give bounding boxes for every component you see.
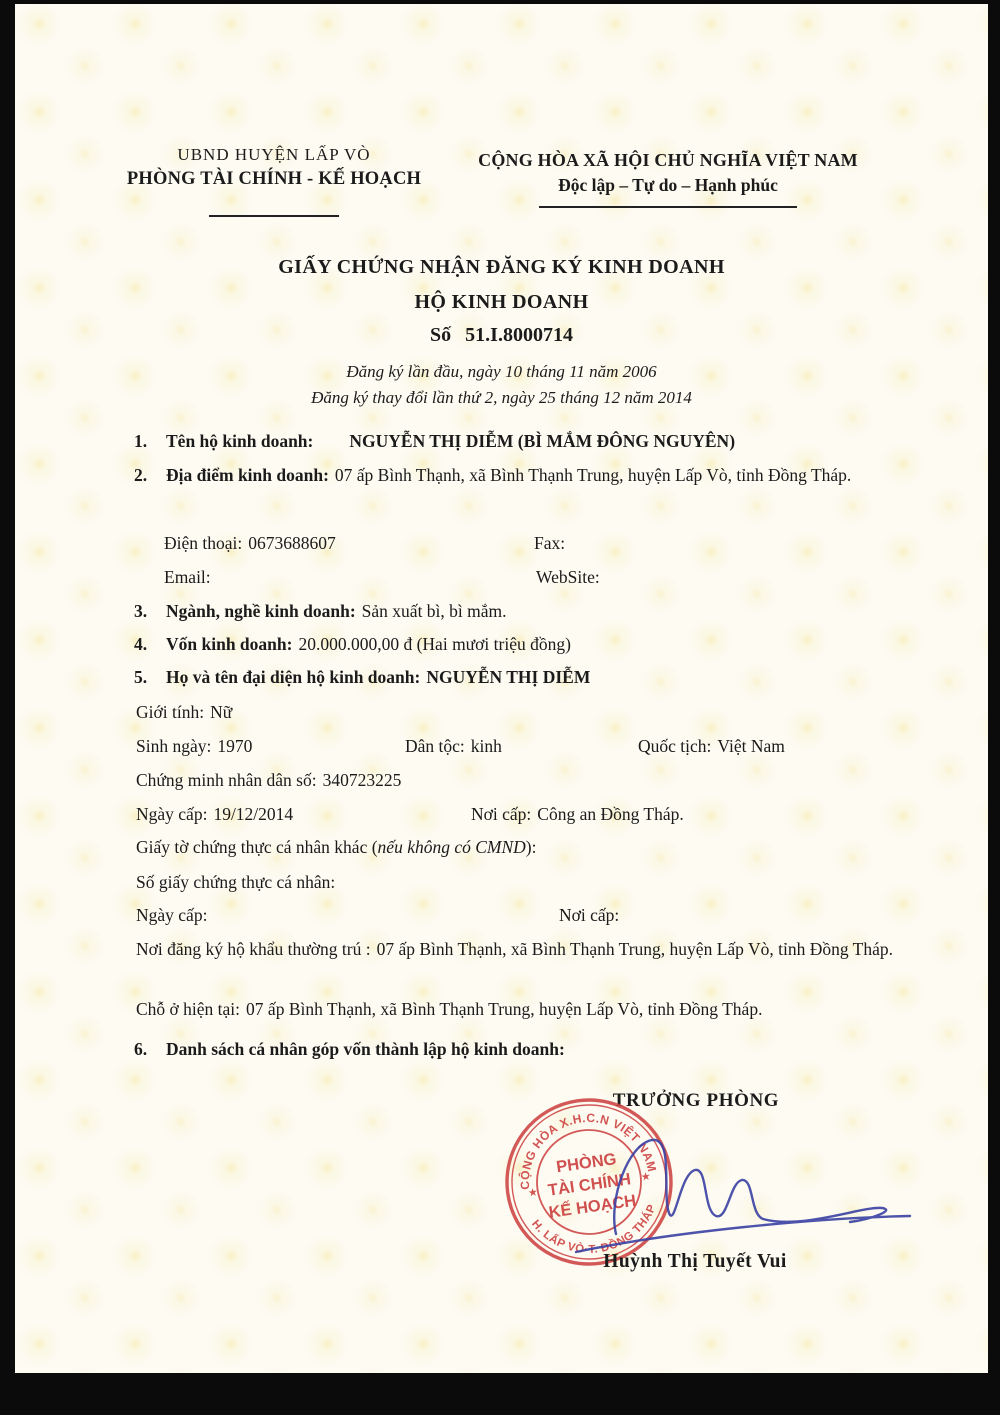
national-motto-block [448,148,888,208]
personal-doc-number-label: Số giấy chứng thực cá nhân: [136,872,336,892]
nationality-label: Quốc tịch: [638,736,712,756]
business-lines-row [134,598,507,625]
capital-contributors-label: Danh sách cá nhân góp vốn thành lập hộ kinh doanh: [166,1039,565,1059]
doc-issue-place-label: Nơi cấp: [559,905,620,925]
business-lines-value: Sản xuất bì, bì mắm. [361,601,507,621]
id-number-value: 340723225 [322,770,402,790]
issue-date-value: 19/12/2014 [213,804,294,824]
stamp-arc-bottom-text: H. LẤP VÒ·T. ĐỒNG THÁP [529,1202,659,1257]
item2-number: 2. [134,465,148,485]
gender-label: Giới tính: [136,702,205,722]
birth-field [136,733,252,760]
item6-number: 6. [134,1039,148,1059]
permanent-residence-row [136,934,898,965]
certificate-page [15,4,988,1373]
representative-row [134,664,591,691]
ethnic-field [405,733,502,760]
handwritten-signature [570,1116,930,1271]
issue-date-field [136,801,293,828]
document-title: GIẤY CHỨNG NHẬN ĐĂNG KÝ KINH DOANH [278,256,725,278]
other-document-suffix: ): [525,837,537,857]
amendment-registration-date: Đăng ký thay đổi lần thứ 2, ngày 25 tháng 12 năm 2014 [311,388,692,407]
fax-label: Fax: [534,533,566,553]
document-subtitle: HỘ KINH DOANH [414,291,589,313]
agency-underline [209,215,339,217]
current-residence-label: Chỗ ở hiện tại: [136,999,241,1019]
stamp-center-line3: KẾ HOẠCH [547,1191,638,1222]
capital-contributors-row [134,1036,565,1063]
issue-place-field [471,801,684,828]
id-number-row [136,767,401,794]
first-registration-date: Đăng ký lần đầu, ngày 10 tháng 11 năm 2006 [346,362,657,381]
stamp-star-left-icon: ★ [527,1186,539,1200]
website-label: WebSite: [536,567,600,587]
id-number-label: Chứng minh nhân dân số: [136,770,317,790]
current-residence-row [136,996,762,1023]
gender-value: Nữ [210,702,233,722]
stamp-arc-top-text: CỘNG HÒA X.H.C.N VIỆT NAM [517,1110,660,1191]
stamp-center-line1: PHÒNG [555,1150,618,1177]
certificate-number-value: 51.I.8000714 [465,324,573,346]
country-title: CỘNG HÒA XÃ HỘI CHỦ NGHĨA VIỆT NAM [478,150,858,170]
stamp-star-right-icon: ★ [640,1170,652,1184]
business-address-value: 07 ấp Bình Thạnh, xã Bình Thạnh Trung, huyện Lấp Vò, tỉnh Đồng Tháp. [334,465,852,485]
motto-underline [539,206,797,208]
ethnic-label: Dân tộc: [405,736,465,756]
item3-number: 3. [134,601,148,621]
capital-row [134,631,571,658]
business-name-row [134,428,736,455]
permanent-residence-value: 07 ấp Bình Thạnh, xã Bình Thạnh Trung, huyện Lấp Vò, tỉnh Đồng Tháp. [376,939,893,959]
gender-row [136,699,232,726]
ethnic-value: kinh [470,736,502,756]
current-residence-value: 07 ấp Bình Thạnh, xã Bình Thạnh Trung, huyện Lấp Vò, tỉnh Đồng Tháp. [246,999,763,1019]
phone-field [164,530,336,557]
motto: Độc lập – Tự do – Hạnh phúc [558,175,778,195]
capital-label: Vốn kinh doanh: [166,634,293,654]
other-document-condition: nếu không có CMND [377,837,526,857]
other-document-row [136,834,537,861]
item1-number: 1. [134,431,148,451]
business-name-label: Tên hộ kinh doanh: [166,431,314,451]
agency-name: PHÒNG TÀI CHÍNH - KẾ HOẠCH [126,169,422,189]
certificate-number-label: Số [430,324,452,346]
agency-parent: UBND HUYỆN LẤP VÒ [177,145,371,164]
phone-value: 0673688607 [248,533,336,553]
signature-stroke [614,1140,886,1234]
doc-issue-date-label: Ngày cấp: [136,905,208,925]
representative-value: NGUYỄN THỊ DIỄM [426,667,591,687]
business-address-row [134,460,898,491]
document-title-block [15,256,988,411]
email-label: Email: [164,567,211,587]
other-document-prefix: Giấy tờ chứng thực cá nhân khác ( [136,837,378,857]
nationality-value: Việt Nam [717,736,785,756]
item5-number: 5. [134,667,148,687]
signer-name: Huỳnh Thị Tuyết Vui [603,1251,787,1272]
issue-place-label: Nơi cấp: [471,804,532,824]
stamp-center-line2: TÀI CHÍNH [546,1170,632,1200]
capital-value: 20.000.000,00 đ (Hai mươi triệu đồng) [298,634,571,654]
birth-value: 1970 [217,736,253,756]
signer-title: TRƯỞNG PHÒNG [612,1090,780,1111]
personal-doc-number-row [136,869,335,896]
issuing-agency-block [107,144,441,217]
business-address-label: Địa điểm kinh doanh: [166,465,329,485]
certificate-number [15,324,988,347]
phone-label: Điện thoại: [164,533,243,553]
business-name-value: NGUYỄN THỊ DIỄM (BÌ MẮM ĐÔNG NGUYÊN) [349,431,736,451]
business-lines-label: Ngành, nghề kinh doanh: [166,601,356,621]
permanent-residence-label: Nơi đăng ký hộ khẩu thường trú : [136,939,371,959]
nationality-field [638,733,785,760]
birth-label: Sinh ngày: [136,736,212,756]
item4-number: 4. [134,634,148,654]
issue-date-label: Ngày cấp: [136,804,208,824]
issue-place-value: Công an Đồng Tháp. [537,804,684,824]
representative-label: Họ và tên đại diện hộ kinh doanh: [166,667,421,687]
